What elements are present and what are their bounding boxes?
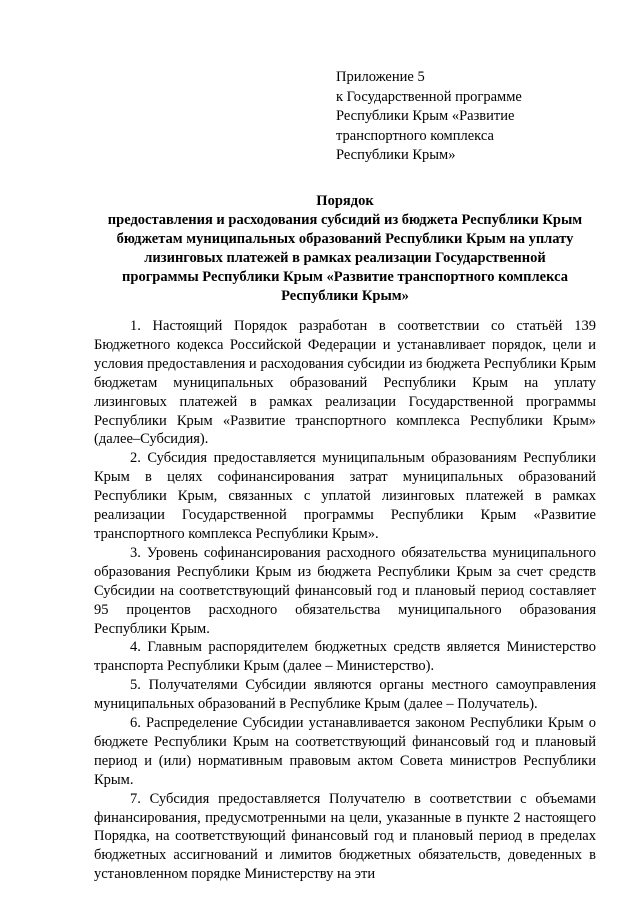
appendix-line: Республики Крым» xyxy=(336,147,456,163)
document-body xyxy=(94,317,596,884)
paragraph-6: 6. Распределение Субсидии устанавливается законом Республики Крым о бюджете Республики Крым на соответствующий финансовый год и плановый период и (или) нормативным правовым актом Совета министров Республики Крым. xyxy=(94,715,596,788)
title-line: бюджетам муниципальных образований Республики Крым на уплату xyxy=(116,231,574,247)
paragraph-7: 7. Субсидия предоставляется Получателю в соответствии с объемами финансирования, предусмотренными на цели, указанные в пункте 2 настоящего Порядка, на соответствующий финансовый год и плановый период в пределах бюджетных ассигнований и лимитов бюджетных обязательств, доведенных в установленном порядке Министерству на эти xyxy=(94,790,596,883)
appendix-line: Республики Крым «Развитие xyxy=(336,108,515,124)
paragraph-2: 2. Субсидия предоставляется муниципальным образованиям Республики Крым в целях софинансирования затрат муниципальных образований Республики Крым, связанных с уплатой лизинговых платежей в рамках реализации Государственной программы Республики Крым «Развитие транспортного комплекса Республики Крым». xyxy=(94,450,596,542)
title-line: программы Республики Крым «Развитие транспортного комплекса xyxy=(122,269,568,285)
paragraph-5: 5. Получателями Субсидии являются органы местного самоуправления муниципальных образований в Республике Крым (далее – Получатель). xyxy=(94,677,596,713)
document-title xyxy=(94,192,596,306)
title-line: лизинговых платежей в рамках реализации Государственной xyxy=(144,250,546,266)
appendix-note xyxy=(336,68,606,166)
appendix-line: к Государственной программе xyxy=(336,88,522,105)
appendix-line: Приложение 5 xyxy=(336,69,425,85)
title-line: Республики Крым» xyxy=(281,288,409,304)
title-line: предоставления и расходования субсидий из бюджета Республики Крым xyxy=(107,212,583,228)
title-line: Порядок xyxy=(316,193,374,209)
paragraph-4: 4. Главным распорядителем бюджетных средств является Министерство транспорта Республики Крым (далее – Министерство). xyxy=(94,639,596,675)
paragraph-1: 1. Настоящий Порядок разработан в соответствии со статьёй 139 Бюджетного кодекса Российской Федерации и устанавливает порядок, цели и условия предоставления и расходования субсидии из бюджета Республики Крым бюджетам муниципальных образований Республики Крым на уплату лизинговых платежей в рамках реализации Государственной программы Республики Крым «Развитие транспортного комплекса Республики Крым» (далее–Субсидия). xyxy=(94,318,596,448)
appendix-line: транспортного комплекса xyxy=(336,127,494,144)
paragraph-3: 3. Уровень софинансирования расходного обязательства муниципального образования Республики Крым из бюджета Республики Крым за счет средств Субсидии на соответствующий финансовый год и плановый период составляет 95 процентов расходного обязательства муниципального образования Республики Крым. xyxy=(94,544,596,637)
